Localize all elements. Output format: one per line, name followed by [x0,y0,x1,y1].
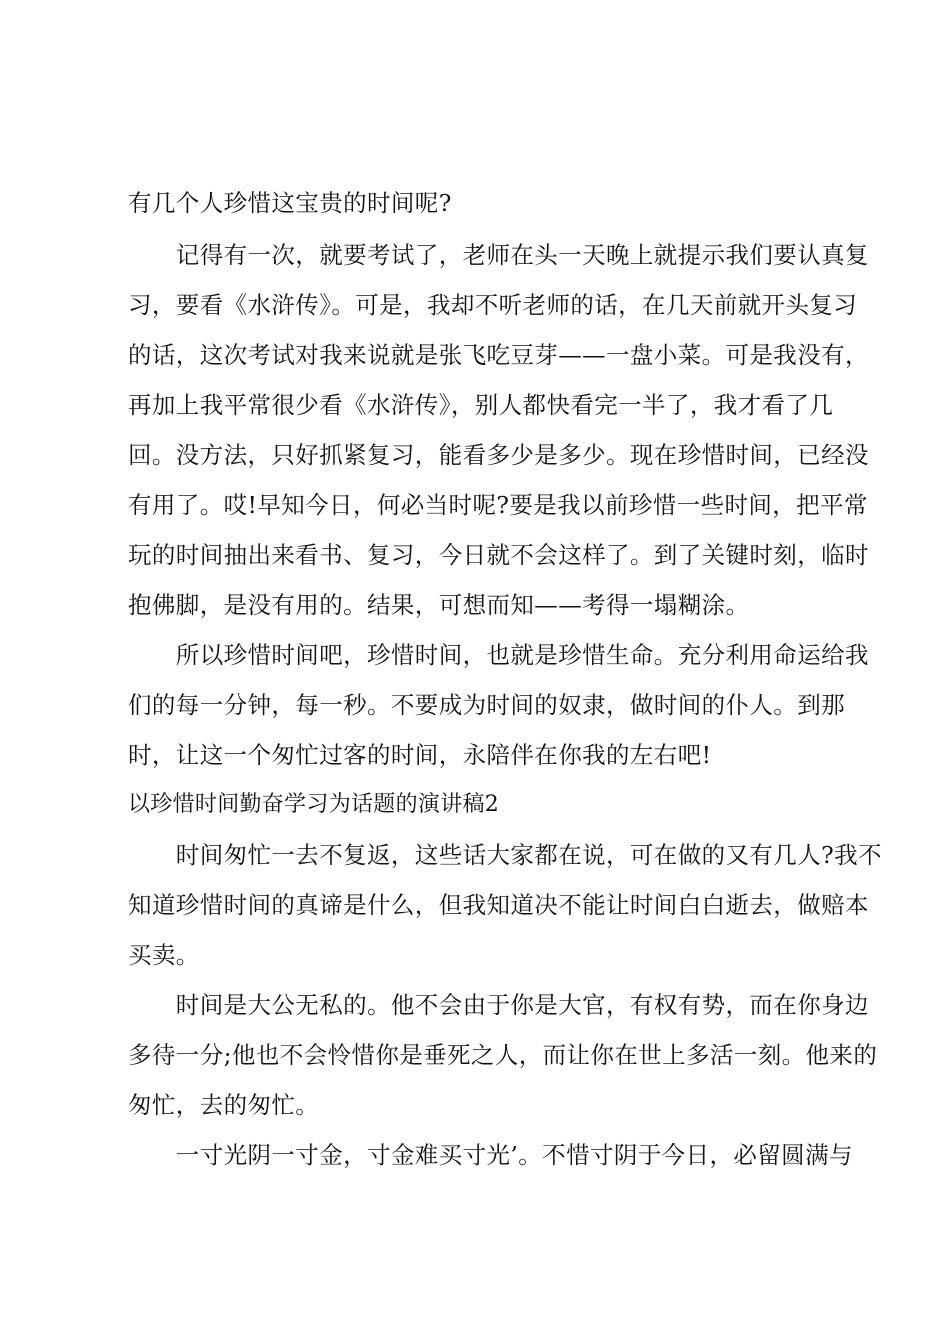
paragraph-line: 们的每一分钟，每一秒。不要成为时间的奴隶，做时间的仆人。到那 [128,691,845,719]
paragraph-line: 再加上我平常很少看《水浒传》，别人都快看完一半了，我才看了几 [128,391,834,419]
section-heading: 以珍惜时间勤奋学习为话题的演讲稿2 [128,792,500,817]
paragraph-line: 记得有一次，就要考试了，老师在头一天晚上就提示我们要认真复 [128,241,869,269]
paragraph-line: 的话，这次考试对我来说就是张飞吃豆芽——一盘小菜。可是我没有， [128,341,869,369]
paragraph-line: 抱佛脚，是没有用的。结果，可想而知——考得一塌糊涂。 [128,591,750,619]
paragraph-line: 时，让这一个匆忙过客的时间，永陪伴在你我的左右吧! [128,741,712,769]
paragraph-line: 时间是大公无私的。他不会由于你是大官，有权有势，而在你身边 [128,991,869,1019]
paragraph-line: 玩的时间抽出来看书、复习，今日就不会这样了。到了关键时刻，临时 [128,541,869,569]
paragraph-line: 一寸光阴一寸金，寸金难买寸光’。不惜寸阴于今日，必留圆满与 [128,1141,853,1169]
paragraph-line: 多待一分;他也不会怜惜你是垂死之人，而让你在世上多活一刻。他来的 [128,1041,878,1069]
paragraph-line: 习，要看《水浒传》。可是，我却不听老师的话，在几天前就开头复习 [128,291,858,319]
paragraph-line: 回。没方法，只好抓紧复习，能看多少是多少。现在珍惜时间，已经没 [128,441,869,469]
text-line: 有几个人珍惜这宝贵的时间呢? [128,189,452,217]
paragraph-line: 买卖。 [128,941,200,969]
paragraph-line: 时间匆忙一去不复返，这些话大家都在说，可在做的又有几人?我不 [128,841,882,869]
paragraph-line: 知道珍惜时间的真谛是什么，但我知道决不能让时间白白逝去，做赔本 [128,891,869,919]
paragraph-line: 所以珍惜时间吧，珍惜时间，也就是珍惜生命。充分利用命运给我 [128,641,869,669]
paragraph-line: 有用了。哎!早知今日，何必当时呢?要是我以前珍惜一些时间，把平常 [128,491,868,519]
paragraph-line: 匆忙，去的匆忙。 [128,1091,320,1119]
